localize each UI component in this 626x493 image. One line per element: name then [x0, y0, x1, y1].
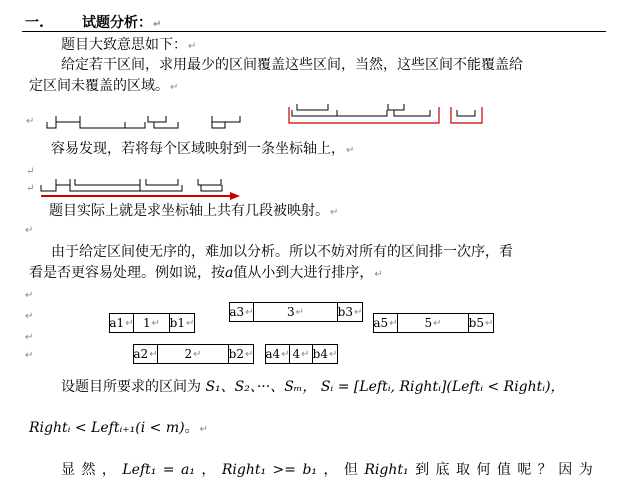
formula-ordering: Rightᵢ < Leftᵢ₊₁(i < m)。↵: [29, 420, 208, 436]
empty-paragraph-mark: ↵: [25, 290, 34, 301]
interval-box-4: [265, 344, 338, 364]
box-right-label: b2 ↵: [228, 347, 254, 361]
empty-paragraph-mark: ↵: [25, 225, 34, 236]
box-left-label: a4 ↵: [265, 347, 290, 361]
interval-box-1: [109, 313, 195, 333]
svg-text:↵: ↵: [26, 183, 35, 194]
paragraph-sort-line2: 看是否更容易处理。例如说，按a值从小到大进行排序，↵: [29, 265, 383, 281]
box-index-label: 1 ↵: [134, 314, 170, 332]
box-right-label: b5 ↵: [468, 316, 494, 330]
box-index-label: 2 ↵: [158, 345, 229, 363]
box-left-label: a1 ↵: [109, 316, 134, 330]
heading-number: 一.: [25, 15, 44, 31]
box-right-label: b1 ↵: [169, 316, 195, 330]
paragraph-observe: 容易发现，若将每个区域映射到一条坐标轴上，↵: [51, 141, 355, 157]
interval-box-5: [373, 313, 494, 333]
heading-title: 试题分析：↵: [82, 15, 162, 31]
paragraph-given-line1: 给定若干区间，求用最少的区间覆盖这些区间，当然，这些区间不能覆盖给: [61, 57, 523, 73]
svg-text:↵: ↵: [26, 166, 35, 177]
box-index-label: 5 ↵: [398, 314, 469, 332]
box-index-label: 3 ↵: [254, 303, 338, 321]
box-left-label: a2 ↵: [133, 347, 158, 361]
svg-text:↵: ↵: [26, 116, 35, 127]
box-right-label: b4 ↵: [312, 347, 338, 361]
box-left-label: a5 ↵: [373, 316, 398, 330]
paragraph-intro: 题目大致意思如下：↵: [61, 37, 197, 53]
paragraph-actually: 题目实际上就是求坐标轴上共有几段被映射。↵: [49, 203, 339, 219]
box-index-label: 4 ↵: [290, 345, 313, 363]
formula-definition: 设题目所要求的区间为 S₁、S₂、···、Sₘ， Sᵢ = [Leftᵢ, Rightᵢ](Leftᵢ < Rightᵢ)，: [61, 379, 565, 395]
paragraph-sort-line1: 由于给定区间使无序的，难加以分析。所以不妨对所有的区间排一次序，看: [51, 244, 513, 260]
interval-box-2: [133, 344, 254, 364]
empty-paragraph-mark: ↵: [25, 332, 34, 343]
paragraph-obviously: 显 然 ， Left₁ = a₁ ， Right₁ >= b₁ ， 但 Right₁ 到 底 取 何 值 呢 ？ 因 为: [61, 462, 593, 478]
paragraph-given-line2: 定区间未覆盖的区域。↵: [29, 78, 179, 94]
empty-paragraph-mark: ↵: [25, 311, 34, 322]
interval-box-3: [229, 302, 363, 322]
box-left-label: a3 ↵: [229, 305, 254, 319]
box-right-label: b3 ↵: [337, 305, 363, 319]
heading-rule: [22, 31, 606, 32]
empty-paragraph-mark: ↵: [25, 350, 34, 361]
